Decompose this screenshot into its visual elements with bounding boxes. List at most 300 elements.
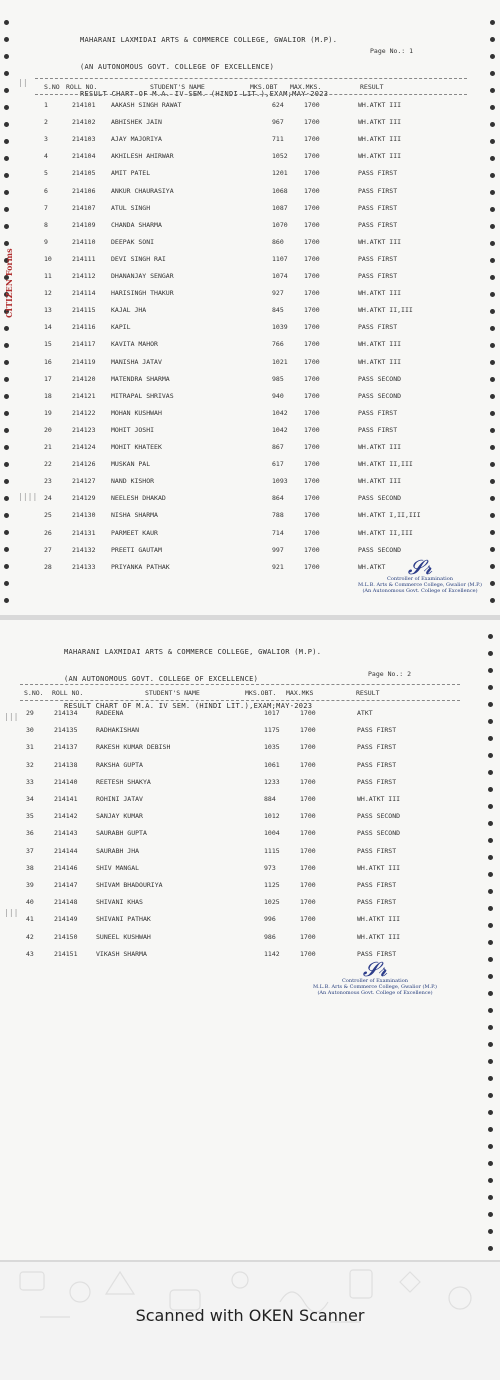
table-row (0, 778, 500, 788)
cell-sno: 2 (44, 118, 48, 127)
punch-hole-icon (488, 1195, 493, 1200)
cell-roll: 214114 (72, 289, 96, 298)
cell-roll: 214137 (54, 743, 78, 752)
signature-scribble-icon: 𝓢𝓻 (362, 957, 388, 981)
punch-hole-icon (488, 1246, 493, 1251)
cell-result: WH.ATKT III (357, 932, 401, 941)
cell-max: 1700 (304, 152, 320, 161)
cell-sno: 23 (44, 477, 52, 486)
punch-hole-icon (4, 54, 9, 59)
cell-mks: 711 (272, 135, 284, 144)
controller-signature (300, 957, 450, 996)
cell-roll: 214148 (54, 898, 78, 907)
header-rule-bottom (20, 700, 460, 701)
punch-hole-icon (488, 1144, 493, 1149)
table-row (0, 409, 500, 419)
col-header-result: RESULT (356, 689, 380, 697)
cell-result: WH.ATKT I,II,III (358, 511, 421, 520)
table-row (0, 761, 500, 771)
cell-roll: 214104 (72, 152, 96, 161)
cell-mks: 864 (272, 494, 284, 503)
cell-name: SHIVANI KHAS (96, 898, 143, 907)
punch-hole-icon (488, 753, 493, 758)
punch-hole-icon (488, 736, 493, 741)
table-row (0, 743, 500, 753)
pencil-mark-icon: ||| (4, 908, 19, 917)
cell-max: 1700 (304, 118, 320, 127)
cell-result: PASS FIRST (358, 254, 398, 263)
cell-name: SHIVAM BHADOURIYA (96, 881, 163, 889)
col-header-max: MAX.MKS (286, 689, 314, 697)
table-row (0, 289, 500, 299)
table-row (0, 915, 500, 925)
cell-max: 1700 (304, 562, 320, 571)
cell-result: PASS FIRST (358, 425, 398, 434)
cell-mks: 1042 (272, 425, 288, 434)
cell-sno: 18 (44, 391, 52, 400)
cell-roll: 214105 (72, 169, 96, 178)
cell-result: WH.ATKT III (358, 477, 402, 486)
cell-name: SHIV MANGAL (96, 863, 140, 872)
cell-sno: 10 (44, 254, 52, 263)
cell-sno: 24 (44, 494, 52, 503)
cell-result: PASS FIRST (358, 169, 398, 178)
table-row (0, 135, 500, 145)
cell-mks: 1115 (264, 846, 280, 855)
cell-result: PASS SECOND (358, 374, 402, 383)
col-header-roll: ROLL NO. (52, 689, 84, 697)
punch-hole-icon (488, 991, 493, 996)
cell-roll: 214141 (54, 795, 78, 803)
cell-mks: 1035 (264, 743, 280, 752)
cell-max: 1700 (300, 777, 316, 786)
cell-result: PASS FIRST (357, 898, 397, 907)
cell-roll: 214103 (72, 135, 96, 144)
cell-mks: 1087 (272, 203, 288, 212)
cell-roll: 214123 (72, 425, 96, 434)
cell-max: 1700 (304, 357, 320, 366)
cell-mks: 1107 (272, 254, 288, 263)
cell-roll: 214146 (54, 863, 78, 872)
cell-name: MANISHA JATAV (111, 357, 162, 366)
cell-sno: 13 (44, 306, 52, 315)
table-row (0, 460, 500, 470)
table-row (0, 272, 500, 282)
table-row (0, 118, 500, 128)
table-row (0, 829, 500, 839)
cell-roll: 214107 (72, 203, 96, 212)
table-row (0, 340, 500, 350)
signature-title: Controller of Examination (342, 978, 408, 984)
cell-name: NEELESH DHAKAD (111, 494, 166, 503)
cell-mks: 1125 (264, 881, 280, 889)
cell-sno: 3 (44, 135, 48, 144)
col-header-mks: MKS.OBT. (245, 689, 277, 697)
cell-roll: 214112 (72, 272, 96, 280)
cell-name: NAND KISHOR (111, 477, 155, 486)
punch-hole-icon (488, 702, 493, 707)
punch-hole-icon (4, 37, 9, 42)
cell-max: 1700 (304, 545, 320, 554)
cell-mks: 1004 (264, 829, 280, 838)
table-row (0, 426, 500, 436)
punch-hole-icon (4, 581, 9, 586)
cell-sno: 16 (44, 357, 52, 366)
cell-result: WH.ATKT III (358, 135, 402, 144)
cell-mks: 1201 (272, 169, 288, 178)
col-header-name: STUDENT'S NAME (150, 83, 205, 91)
cell-sno: 39 (26, 881, 34, 889)
cell-sno: 1 (44, 101, 48, 109)
table-row (0, 726, 500, 736)
table-row (0, 101, 500, 111)
punch-hole-icon (4, 88, 9, 93)
punch-hole-icon (488, 1042, 493, 1047)
cell-result: PASS FIRST (358, 220, 398, 229)
cell-mks: 1042 (272, 408, 288, 417)
cell-result: PASS SECOND (358, 545, 402, 554)
table-row (0, 221, 500, 231)
cell-name: SUNEEL KUSHWAH (96, 932, 151, 941)
cell-roll: 214151 (54, 949, 78, 958)
cell-name: SHIVANI PATHAK (96, 915, 151, 924)
col-header-sno: S.NO (44, 83, 60, 91)
cell-roll: 214131 (72, 528, 96, 537)
cell-name: AMIT PATEL (111, 169, 151, 178)
cell-name: ROHINI JATAV (96, 795, 143, 803)
punch-hole-icon (488, 1076, 493, 1081)
cell-result: WH.ATKT III (358, 289, 402, 298)
table-row (0, 812, 500, 822)
col-header-sno: S.NO. (24, 689, 44, 697)
cell-roll: 214124 (72, 443, 96, 451)
cell-result: WH.ATKT III (358, 101, 402, 109)
cell-mks: 1068 (272, 186, 288, 195)
cell-mks: 624 (272, 101, 284, 109)
punch-hole-icon (490, 581, 495, 586)
cell-result: PASS FIRST (358, 203, 398, 212)
cell-max: 1700 (304, 135, 320, 144)
cell-name: SANJAY KUMAR (96, 812, 143, 821)
cell-mks: 967 (272, 118, 284, 127)
header-rule-bottom (35, 94, 467, 95)
college-name: MAHARANI LAXMIDAI ARTS & COMMERCE COLLEGE, GWALIOR (M.P). (80, 36, 338, 44)
cell-max: 1700 (300, 760, 316, 769)
cell-result: WH.ATKT II,III (358, 306, 413, 315)
cell-max: 1700 (300, 795, 316, 803)
cell-max: 1700 (304, 374, 320, 383)
cell-sno: 9 (44, 237, 48, 246)
cell-sno: 29 (26, 709, 34, 717)
cell-result: PASS FIRST (357, 949, 397, 958)
col-header-roll: ROLL NO. (66, 83, 98, 91)
cell-mks: 1093 (272, 477, 288, 486)
cell-result: WH.ATKT III (358, 443, 402, 451)
cell-name: VIKASH SHARMA (96, 949, 147, 958)
college-subtitle: (AN AUTONOMOUS GOVT. COLLEGE OF EXCELLENCE) (64, 675, 259, 683)
cell-roll: 214101 (72, 101, 96, 109)
cell-result: PASS FIRST (357, 760, 397, 769)
cell-sno: 40 (26, 898, 34, 907)
signature-scribble-icon: 𝓢𝓻 (407, 555, 433, 579)
cell-result: PASS FIRST (358, 408, 398, 417)
cell-sno: 31 (26, 743, 34, 752)
signature-college-subtitle: (An Autonomous Govt. College of Excellence) (362, 588, 478, 594)
cell-name: MATENDRA SHARMA (111, 374, 170, 383)
cell-sno: 11 (44, 272, 52, 280)
col-header-name: STUDENT'S NAME (145, 689, 200, 697)
punch-hole-icon (488, 974, 493, 979)
cell-name: MUSKAN PAL (111, 460, 151, 469)
cell-max: 1700 (304, 203, 320, 212)
col-header-max: MAX.MKS. (290, 83, 322, 91)
cell-mks: 996 (264, 915, 276, 924)
result-chart-title: RESULT CHART OF M.A. IV SEM. (HINDI LIT.),EXAM;MAY-2023 (64, 702, 313, 710)
cell-result: PASS FIRST (358, 323, 398, 332)
cell-mks: 788 (272, 511, 284, 520)
punch-hole-icon (488, 1008, 493, 1013)
cell-name: RAKESH KUMAR DEBISH (96, 743, 171, 752)
scanner-credit-text: Scanned with OKEN Scanner (135, 1306, 365, 1325)
cell-name: PARMEET KAUR (111, 528, 158, 537)
cell-name: AKHILESH AHIRWAR (111, 152, 174, 161)
cell-roll: 214150 (54, 932, 78, 941)
scanner-watermark-footer (0, 1262, 500, 1380)
cell-result: WH.ATKT II,III (358, 528, 413, 537)
cell-name: NISHA SHARMA (111, 511, 158, 520)
cell-sno: 8 (44, 220, 48, 229)
cell-roll: 214110 (72, 237, 96, 246)
table-row (0, 255, 500, 265)
cell-name: MOHAN KUSHWAH (111, 408, 162, 417)
cell-name: REETESH SHAKYA (96, 777, 151, 786)
cell-mks: 1039 (272, 323, 288, 332)
cell-result: WH.ATKT III (358, 118, 402, 127)
punch-hole-icon (490, 54, 495, 59)
cell-result: WH.ATKT III (358, 357, 402, 366)
page-number: Page No.: 2 (368, 670, 412, 678)
cell-roll: 214126 (72, 460, 96, 469)
cell-mks: 884 (264, 795, 276, 803)
cell-sno: 42 (26, 932, 34, 941)
cell-roll: 214117 (72, 340, 96, 349)
header-rule-top (35, 78, 467, 79)
cell-max: 1700 (304, 254, 320, 263)
cell-mks: 860 (272, 237, 284, 246)
cell-sno: 34 (26, 795, 34, 803)
cell-name: ANKUR CHAURASIYA (111, 186, 174, 195)
cell-sno: 35 (26, 812, 34, 821)
cell-roll: 214115 (72, 306, 96, 315)
cell-sno: 30 (26, 726, 34, 735)
cell-roll: 214121 (72, 391, 96, 400)
punch-hole-icon (488, 1093, 493, 1098)
cell-result: WH.ATKT III (358, 237, 402, 246)
cell-mks: 1012 (264, 812, 280, 821)
punch-hole-icon (488, 1110, 493, 1115)
signature-college-subtitle: (An Autonomous Govt. College of Excellence) (317, 990, 433, 996)
cell-roll: 214102 (72, 118, 96, 127)
table-row (0, 152, 500, 162)
cell-mks: 1070 (272, 220, 288, 229)
cell-name: SAURABH GUPTA (96, 829, 147, 838)
table-row (0, 204, 500, 214)
punch-hole-icon (488, 651, 493, 656)
punch-hole-icon (488, 1229, 493, 1234)
cell-sno: 32 (26, 760, 34, 769)
table-row (0, 709, 500, 719)
cell-result: PASS FIRST (357, 881, 397, 889)
pencil-mark-icon: ||| (4, 712, 19, 721)
table-row (0, 933, 500, 943)
cell-sno: 27 (44, 545, 52, 554)
punch-hole-icon (488, 1178, 493, 1183)
cell-roll: 214109 (72, 220, 96, 229)
result-sheet-page-2 (0, 620, 500, 1260)
cell-max: 1700 (300, 846, 316, 855)
cell-mks: 940 (272, 391, 284, 400)
cell-sno: 43 (26, 949, 34, 958)
signature-title: Controller of Examination (387, 576, 453, 582)
punch-hole-icon (488, 1059, 493, 1064)
table-row (0, 950, 500, 960)
cell-name: ATUL SINGH (111, 203, 151, 212)
cell-sno: 17 (44, 374, 52, 383)
table-row (0, 375, 500, 385)
cell-mks: 1074 (272, 272, 288, 280)
table-row (0, 795, 500, 805)
cell-name: PREETI GAUTAM (111, 545, 162, 554)
cell-name: PRIYANKA PATHAK (111, 562, 170, 571)
table-row (0, 392, 500, 402)
cell-sno: 4 (44, 152, 48, 161)
college-name: MAHARANI LAXMIDAI ARTS & COMMERCE COLLEGE, GWALIOR (M.P). (64, 648, 322, 656)
cell-roll: 214149 (54, 915, 78, 924)
cell-mks: 766 (272, 340, 284, 349)
cell-result: ATKT (357, 709, 373, 717)
table-row (0, 323, 500, 333)
result-chart-title: RESULT CHART OF M.A. IV SEM. (HINDI LIT.),EXAM;MAY-2023 (80, 90, 329, 98)
table-row (0, 864, 500, 874)
cell-mks: 714 (272, 528, 284, 537)
cell-roll: 214116 (72, 323, 96, 332)
cell-sno: 12 (44, 289, 52, 298)
cell-name: RAKSHA GUPTA (96, 760, 143, 769)
cell-mks: 927 (272, 289, 284, 298)
table-row (0, 187, 500, 197)
table-row (0, 169, 500, 179)
cell-roll: 214135 (54, 726, 78, 735)
cell-max: 1700 (304, 477, 320, 486)
cell-sno: 41 (26, 915, 34, 924)
cell-result: WH.ATKT III (357, 795, 401, 803)
cell-max: 1700 (300, 829, 316, 838)
cell-mks: 1175 (264, 726, 280, 735)
table-row (0, 511, 500, 521)
cell-result: WH.ATKT (358, 562, 386, 571)
cell-name: AJAY MAJORIYA (111, 135, 162, 144)
cell-max: 1700 (304, 408, 320, 417)
cell-roll: 214142 (54, 812, 78, 821)
cell-mks: 617 (272, 460, 284, 469)
cell-roll: 214132 (72, 545, 96, 554)
cell-max: 1700 (304, 391, 320, 400)
cell-result: PASS FIRST (358, 186, 398, 195)
cell-roll: 214120 (72, 374, 96, 383)
cell-roll: 214140 (54, 777, 78, 786)
cell-result: WH.ATKT III (357, 915, 401, 924)
cell-roll: 214122 (72, 408, 96, 417)
cell-name: SAURABH JHA (96, 846, 140, 855)
table-row (0, 443, 500, 453)
punch-hole-icon (488, 1212, 493, 1217)
table-row (0, 494, 500, 504)
cell-sno: 5 (44, 169, 48, 178)
cell-name: MOHIT KHATEEK (111, 443, 162, 451)
cell-name: RADHAKISHAN (96, 726, 140, 735)
punch-hole-icon (490, 88, 495, 93)
cell-max: 1700 (304, 272, 320, 280)
punch-hole-icon (4, 71, 9, 76)
cell-result: WH.ATKT III (358, 152, 402, 161)
table-row (0, 898, 500, 908)
cell-roll: 214144 (54, 846, 78, 855)
cell-max: 1700 (300, 932, 316, 941)
cell-sno: 25 (44, 511, 52, 520)
punch-hole-icon (488, 1025, 493, 1030)
cell-mks: 1021 (272, 357, 288, 366)
cell-max: 1700 (300, 898, 316, 907)
cell-max: 1700 (300, 949, 316, 958)
cell-max: 1700 (300, 812, 316, 821)
table-row (0, 881, 500, 891)
punch-hole-icon (488, 634, 493, 639)
cell-name: AAKASH SINGH RAWAT (111, 101, 182, 109)
cell-max: 1700 (300, 743, 316, 752)
cell-result: PASS FIRST (357, 726, 397, 735)
cell-max: 1700 (304, 289, 320, 298)
punch-hole-icon (488, 719, 493, 724)
cell-roll: 214133 (72, 562, 96, 571)
cell-max: 1700 (304, 169, 320, 178)
page-number: Page No.: 1 (370, 47, 414, 55)
punch-hole-icon (488, 668, 493, 673)
cell-max: 1700 (304, 528, 320, 537)
table-row (0, 529, 500, 539)
cell-roll: 214129 (72, 494, 96, 503)
col-header-mks: MKS.OBT (250, 83, 278, 91)
cell-roll: 214138 (54, 760, 78, 769)
cell-result: PASS SECOND (357, 812, 401, 821)
cell-name: DEEPAK SONI (111, 237, 155, 246)
result-sheet-page-1 (0, 0, 500, 615)
header-rule-top (20, 684, 460, 685)
signature-college: M.L.B. Arts & Commerce College, Gwalior (M.P.) (357, 582, 483, 588)
cell-max: 1700 (304, 237, 320, 246)
cell-roll: 214119 (72, 357, 96, 366)
cell-max: 1700 (304, 425, 320, 434)
cell-sno: 37 (26, 846, 34, 855)
punch-hole-icon (490, 71, 495, 76)
cell-mks: 1017 (264, 709, 280, 717)
cell-result: WH.ATKT III (358, 340, 402, 349)
punch-hole-icon (488, 685, 493, 690)
cell-name: HARISINGH THAKUR (111, 289, 174, 298)
cell-name: MITRAPAL SHRIVAS (111, 391, 174, 400)
cell-mks: 1061 (264, 760, 280, 769)
cell-max: 1700 (300, 726, 316, 735)
table-row (0, 238, 500, 248)
